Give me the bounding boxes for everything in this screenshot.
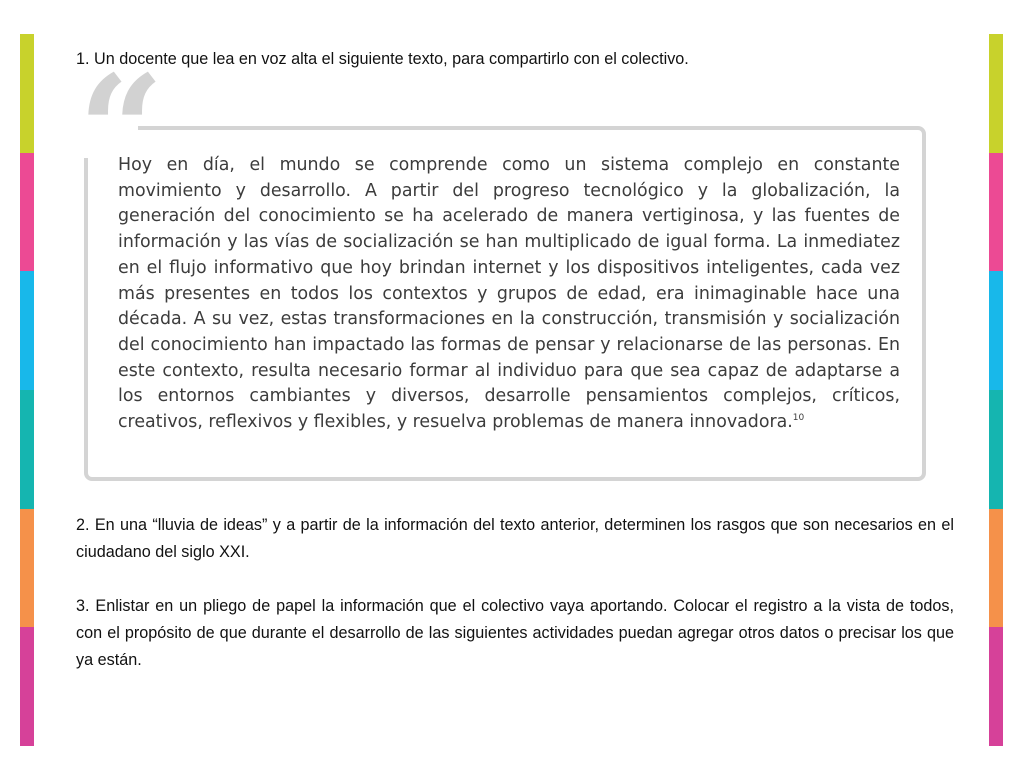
bar-segment-magenta [20,627,34,746]
bar-segment-sky-blue [20,271,34,390]
quote-body: Hoy en día, el mundo se comprende como un sistema complejo en constante movimiento y desarrollo. A partir del progreso tecnológico y la globalización, la generación del conocimiento se ha acelerado de manera vertiginosa, y las fuentes de información y las vías de socialización se han multiplicado de igual forma. La inmediatez en el flujo informativo que hoy brindan internet y los dispositivos inteligentes, cada vez más presentes en todos los contextos y grupos de edad, era inimaginable hace una década. A su vez, estas transformaciones en la construcción, transmisión y socialización del conocimiento han impactado las formas de pensar y relacionarse de las personas. En este contexto, resulta necesario formar al individuo para que sea capaz de adaptarse a los entornos cambiantes y diversos, desarrolle pensamientos complejos, críticos, creativos, reflexivos y flexibles, y resuelva problemas de manera innovadora. [118,155,900,433]
left-color-bar [20,34,34,746]
bar-segment-magenta [989,627,1003,746]
quote-mark-icon: “ [78,43,151,219]
bar-segment-teal [989,390,1003,509]
right-color-bar [989,34,1003,746]
instruction-1: 1. Un docente que lea en voz alta el siguiente texto, para compartirlo con el colectivo. [76,50,689,68]
bar-segment-orange [989,509,1003,628]
bar-segment-lime [20,34,34,153]
bar-segment-orange [20,509,34,628]
bar-segment-teal [20,390,34,509]
bar-segment-lime [989,34,1003,153]
quote-text [118,153,900,436]
quote-footnote: 10 [792,413,805,424]
bar-segment-sky-blue [989,271,1003,390]
bar-segment-pink [20,153,34,272]
bar-segment-pink [989,153,1003,272]
instruction-3: 3. Enlistar en un pliego de papel la información que el colectivo vaya aportando. Colocar el registro a la vista de todos, con el propósito de que durante el desarrollo de las siguientes actividades puedan agregar otros datos o precisar los que ya están. [76,597,954,669]
instruction-2: 2. En una “lluvia de ideas” y a partir de la información del texto anterior, determinen los rasgos que son necesarios en el ciudadano del siglo XXI. [76,516,954,561]
